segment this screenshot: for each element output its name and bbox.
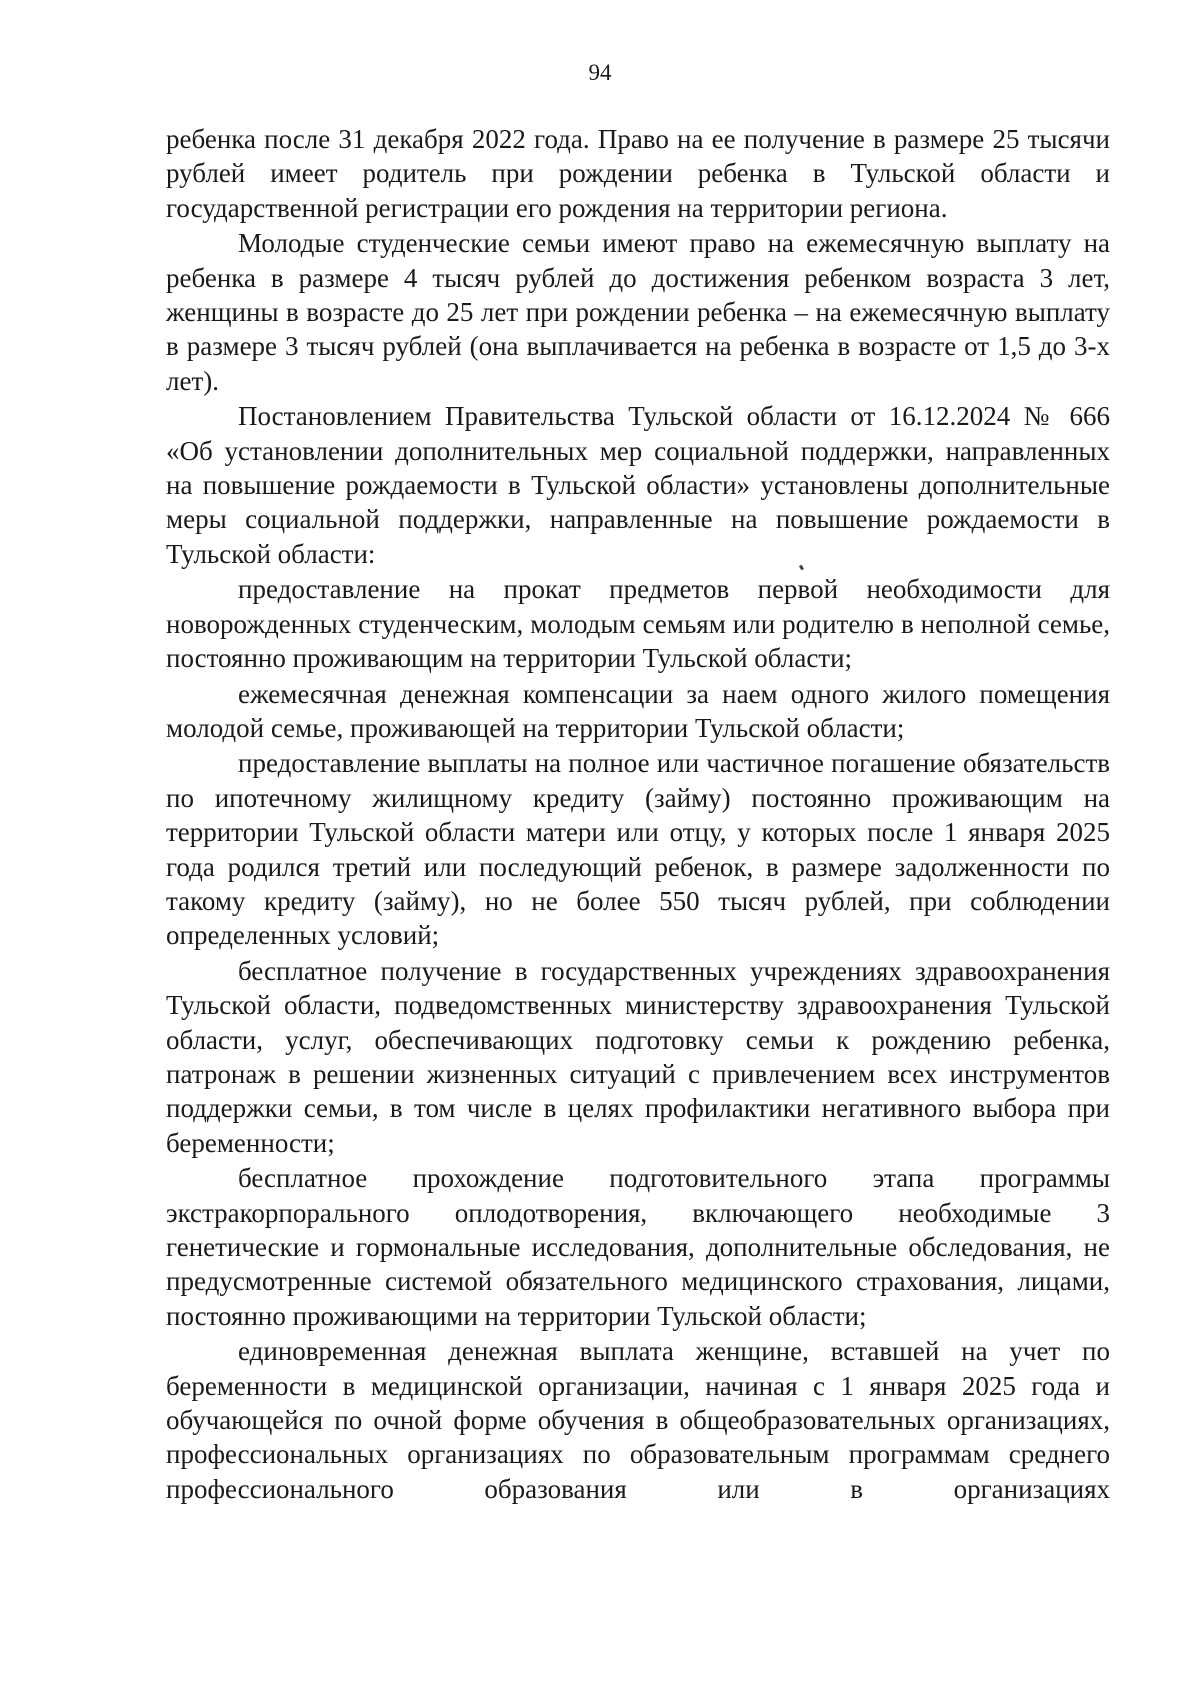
paragraph-rental-items: предоставление на прокат предметов первой необходимости для новорожденных студенческим, молодым семьям или родителю в неполной семье, постоянно проживающим на территории Тульской области;	[166, 574, 1110, 674]
paragraph-ivf-preparation: бесплатное прохождение подготовительного этапа программы экстракорпорального оплодотворения, включающего необходимые 3 генетические и гормональные исследования, дополнительные обследования, не предусмотренные системой обязательного медицинского страхования, лицами, постоянно проживающими на территории Тульской области;	[166, 1163, 1110, 1331]
paragraph-healthcare-services: бесплатное получение в государственных учреждениях здравоохранения Тульской области, подведомственных министерству здравоохранения Тульской области, услуг, обеспечивающих подготовку семьи к рождению ребенка, патронаж в решении жизненных ситуаций с привлечением всех инструментов поддержки семьи, в том числе в целях профилактики негативного выбора при беременности;	[166, 955, 1110, 1158]
paragraph-mortgage-payment: предоставление выплаты на полное или частичное погашение обязательств по ипотечному жилищному кредиту (займу) постоянно проживающим на территории Тульской области матери или отцу, у которых после 1 января 2025 года родился третий или последующий ребенок, в размере задолженности по такому кредиту (займу), но не более 550 тысяч рублей, при соблюдении определенных условий;	[166, 748, 1110, 951]
paragraph-pregnancy-payment: единовременная денежная выплата женщине, вставшей на учет по беременности в медицинской организации, начиная с 1 января 2025 года и обучающейся по очной форме обучения в общеобразовательных организациях, профессиональных организациях по образовательным программам среднего профессионального образования или в организациях	[166, 1336, 1110, 1504]
page-number: 94	[588, 60, 612, 85]
paragraph-housing-compensation: ежемесячная денежная компенсации за наем одного жилого помещения молодой семье, проживающей на территории Тульской области;	[166, 678, 1110, 743]
paragraph-resolution-666: Постановлением Правительства Тульской области от 16.12.2024 № 666 «Об установлении дополнительных мер социальной поддержки, направленных на повышение рождаемости в Тульской области» установлены дополнительные меры социальной поддержки, направленные на повышение рождаемости в Тульской области:	[166, 401, 1110, 569]
paragraph-student-families: Молодые студенческие семьи имеют право на ежемесячную выплату на ребенка в размере 4 тысяч рублей до достижения ребенком возраста 3 лет, женщины в возрасте до 25 лет при рождении ребенка – на ежемесячную выплату в размере 3 тысяч рублей (она выплачивается на ребенка в возрасте от 1,5 до 3-х лет).	[166, 228, 1110, 396]
paragraph-continuation: ребенка после 31 декабря 2022 года. Право на ее получение в размере 25 тысячи рублей имеет родитель при рождении ребенка в Тульской области и государственной регистрации его рождения на территории региона.	[166, 124, 1110, 223]
document-body	[166, 122, 1110, 1507]
